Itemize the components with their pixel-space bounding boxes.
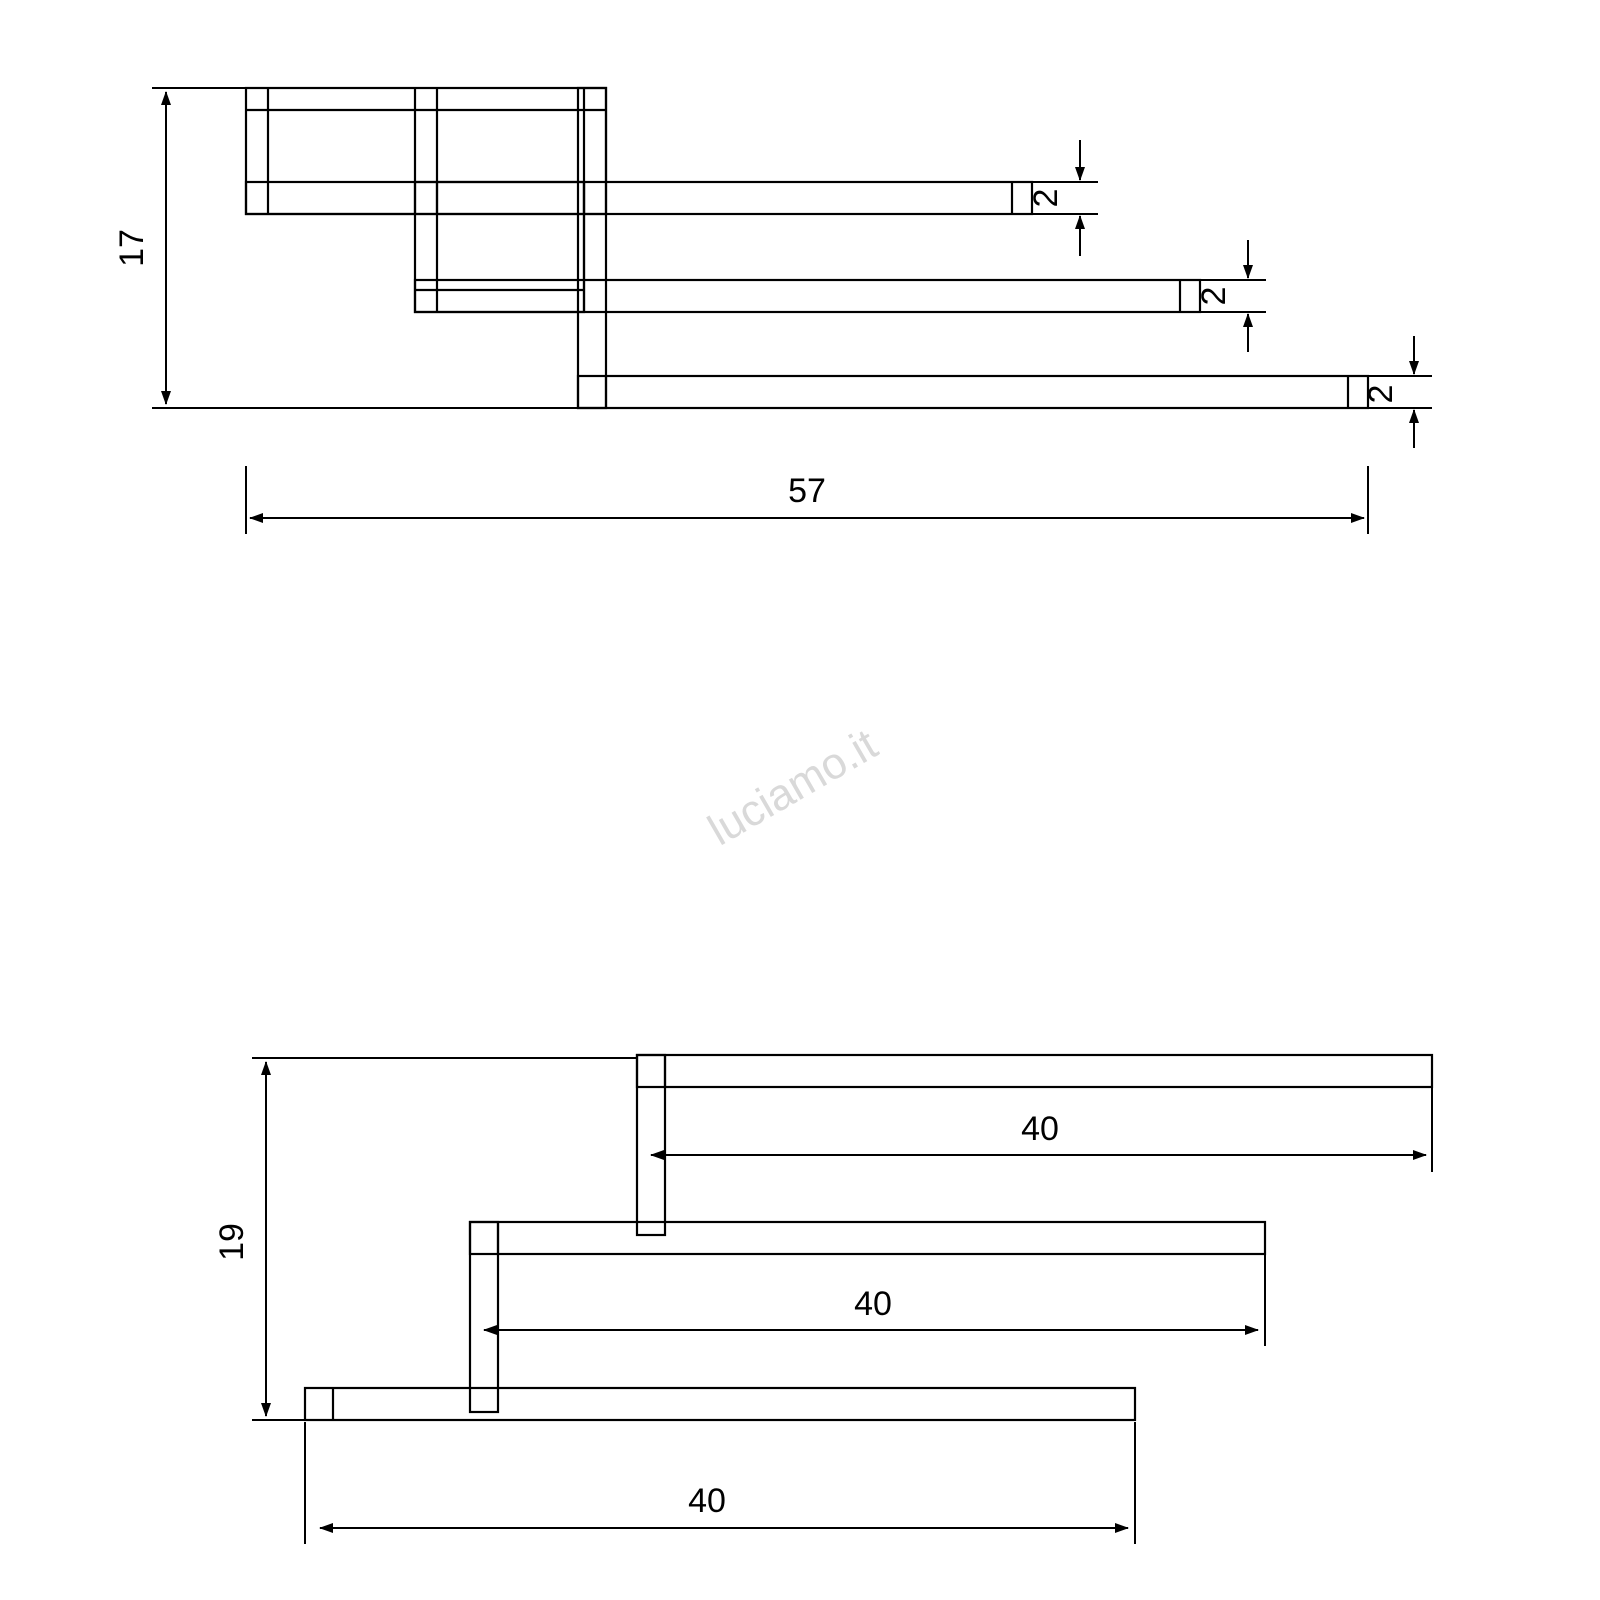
side-bar-2 [470,1222,1265,1254]
bar-2 [415,280,1200,312]
watermark: luciamo.it [700,719,886,856]
side-bar-1 [637,1055,1432,1087]
dim-text-40-top: 40 [1021,1110,1059,1148]
dim-text-40-bottom: 40 [688,1482,726,1520]
bracket-plate-1 [246,88,606,214]
side-view-dimensions [252,1058,1432,1544]
side-post-1 [637,1055,665,1235]
dim-text-2c: 2 [1362,384,1400,404]
side-bar-3 [305,1388,1135,1420]
dim-text-2b: 2 [1195,286,1233,306]
dim-text-19: 19 [213,1223,251,1261]
side-post-2 [470,1222,498,1412]
dim-text-40-middle: 40 [854,1285,892,1323]
dim-text-2a: 2 [1027,188,1065,208]
bar-3 [578,376,1368,408]
bar-1 [246,182,1032,214]
connector-2 [578,88,606,408]
dim-text-57: 57 [788,472,826,510]
dim-text-17: 17 [113,229,151,267]
side-view-geometry [305,1055,1432,1420]
connector-1 [415,182,584,312]
top-view-geometry [246,88,1368,408]
